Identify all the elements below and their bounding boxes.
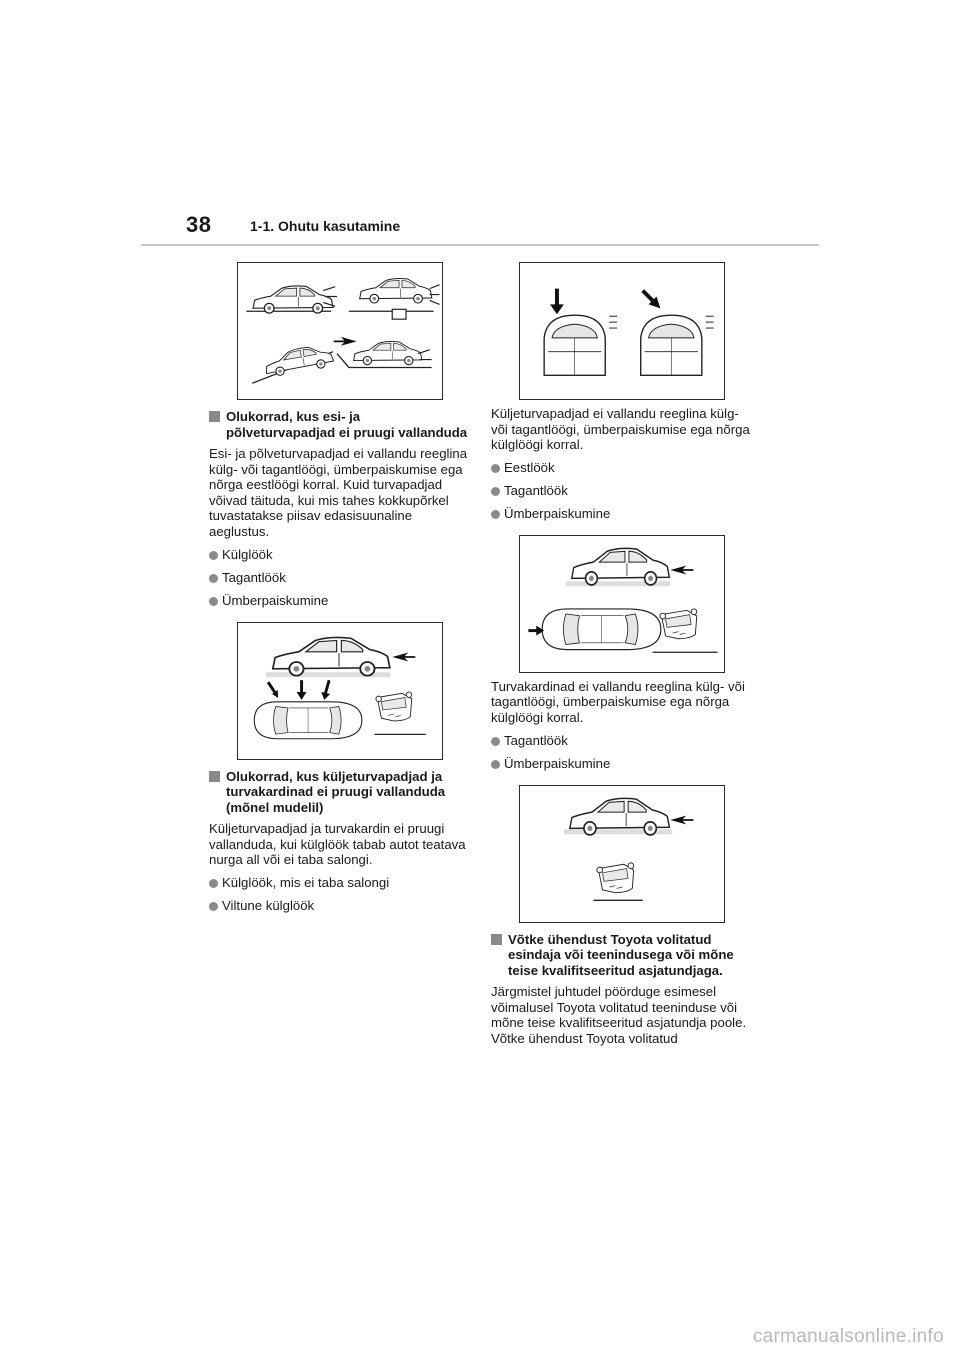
figure-side-airbag-svg xyxy=(520,536,724,672)
list-item-text: Eestlöök xyxy=(504,459,555,475)
heading-text: Olukorrad, kus esi- ja põlveturvapadjad ei pruugi vallanduda xyxy=(226,409,468,440)
figure-side-airbag-cases xyxy=(519,535,725,673)
bullet-dot-icon xyxy=(491,510,500,519)
list-item xyxy=(491,733,753,749)
header-rule xyxy=(141,244,819,246)
footer-watermark: carmanualsonline.info xyxy=(752,1326,944,1347)
figure-front-not-deploy-cases xyxy=(237,622,443,760)
figure-side-impact-angles xyxy=(519,262,725,400)
figure-angled-impact-svg xyxy=(520,263,724,399)
bullet-dot-icon xyxy=(491,464,500,473)
paragraph-front-knee: Esi- ja põlveturvapadjad ei vallandu reeglina külg- või tagantlöögi, ümberpaiskumise ega nõrga eestlöögi korral. Kuid turvapadjad võivad täituda, kui mis tahes kokkupõrkel tuvastatakse piisav edasisuunaline aeglustus. xyxy=(209,446,468,539)
list-item-text: Tagantlöök xyxy=(504,482,568,498)
bullet-dot-icon xyxy=(209,551,218,560)
list-item-text: Ümberpaiskumine xyxy=(504,505,611,521)
list-item xyxy=(209,547,471,563)
bullet-dot-icon xyxy=(491,737,500,746)
heading-square-icon xyxy=(209,411,220,422)
heading-square-icon xyxy=(491,934,502,945)
right-column xyxy=(491,262,753,1046)
list-item xyxy=(491,460,753,476)
heading-square-icon xyxy=(209,771,220,782)
list-item xyxy=(209,875,471,891)
heading-contact-dealer xyxy=(491,932,753,979)
bullet-dot-icon xyxy=(209,879,218,888)
section-title: 1-1. Ohutu kasutamine xyxy=(250,218,401,234)
paragraph-curtain-airbags: Turvakardinad ei vallandu reeglina külg- või tagantlöögi, ümberpaiskumise ega nõrga külglöögi korral. xyxy=(491,678,745,725)
heading-text: Olukorrad, kus küljeturvapadjad ja turvakardinad ei pruugi vallanduda (mõnel mudelil) xyxy=(226,768,446,815)
paragraph-side-curtain: Küljeturvapadjad ja turvakardin ei pruugi vallanduda, kui külglöök tabab autot teatava nurga all või ei taba salongi. xyxy=(209,821,466,868)
bullet-dot-icon xyxy=(209,902,218,911)
list-item-text: Külglöök, mis ei taba salongi xyxy=(222,874,390,890)
bullet-dot-icon xyxy=(209,597,218,606)
list-item-text: Külglöök xyxy=(222,546,273,562)
heading-text: Võtke ühendust Toyota volitatud esindaja või teenindusega või mõne teise kvalifitseeritud asjatundjaga. xyxy=(508,931,734,978)
list-item xyxy=(491,756,753,772)
figure-side-impact-svg xyxy=(238,623,442,759)
left-column xyxy=(209,262,471,914)
heading-side-curtain xyxy=(209,769,471,816)
paragraph-side-airbags: Küljeturvapadjad ei vallandu reeglina külg- või tagantlöögi, ümberpaiskumise ega nõrga külglöögi korral. xyxy=(491,406,750,453)
list-item xyxy=(491,506,753,522)
list-item xyxy=(209,570,471,586)
figure-curtain-cases xyxy=(519,785,725,923)
list-item-text: Ümberpaiskumine xyxy=(222,592,329,608)
list-item xyxy=(209,593,471,609)
bullet-dot-icon xyxy=(491,760,500,769)
figure-front-knee-airbag-conditions xyxy=(237,262,443,400)
figure-front-airbag-svg xyxy=(238,263,442,399)
list-item-text: Tagantlöök xyxy=(222,569,286,585)
list-item-text: Viltune külglöök xyxy=(222,897,315,913)
list-item xyxy=(209,898,471,914)
bullet-dot-icon xyxy=(491,487,500,496)
paragraph-contact-dealer: Järgmistel juhtudel pöörduge esimesel võimalusel Toyota volitatud teeninduse või mõne teise kvalifitseeritud asjatundja poole. Võtke ühendust Toyota volitatud xyxy=(491,984,747,1046)
page-number: 38 xyxy=(186,212,212,237)
figure-curtain-svg xyxy=(520,786,724,922)
bullet-dot-icon xyxy=(209,574,218,583)
list-item-text: Tagantlöök xyxy=(504,732,568,748)
list-item xyxy=(491,483,753,499)
heading-front-knee-airbags xyxy=(209,409,471,440)
list-item-text: Ümberpaiskumine xyxy=(504,755,611,771)
